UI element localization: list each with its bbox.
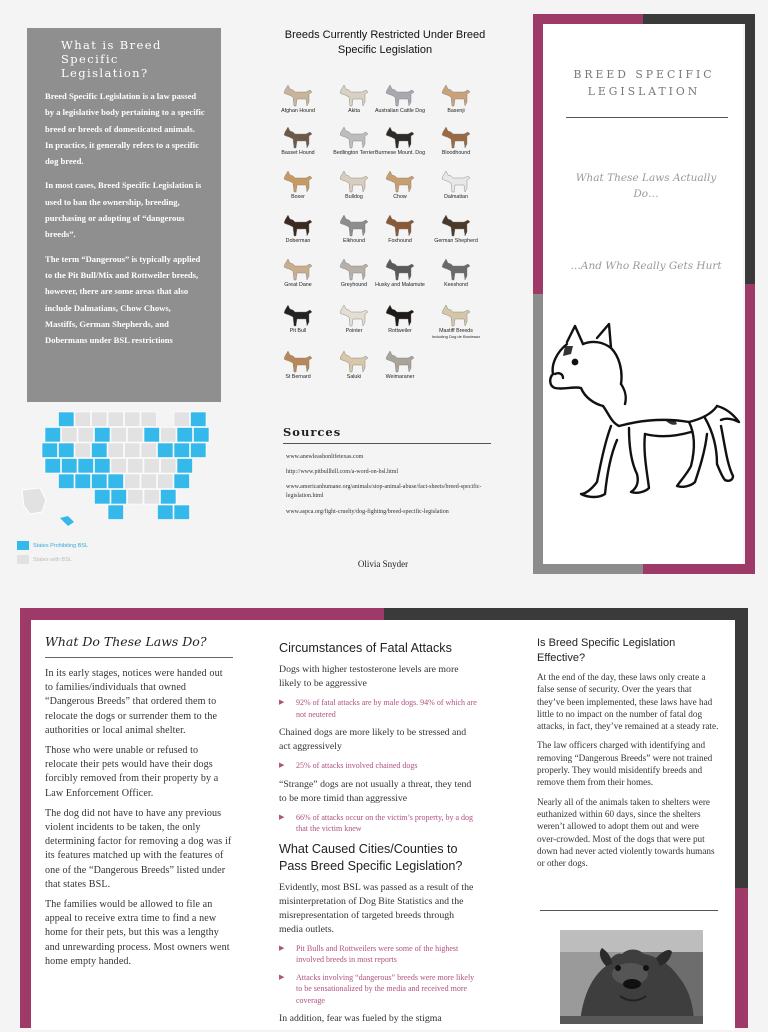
column-heading: What Do These Laws Do? [45, 634, 207, 649]
map-state [108, 443, 124, 458]
map-state [191, 412, 207, 427]
dog-silhouette-icon [281, 124, 315, 150]
dog-silhouette-icon [439, 168, 473, 194]
map-state [141, 474, 157, 489]
dog-silhouette-icon [439, 212, 473, 238]
cover-subtitle: …And Who Really Gets Hurt [570, 260, 722, 272]
map-state [158, 443, 174, 458]
breed-label: St Bernard [285, 374, 311, 380]
breeds-title: Breeds Currently Restricted Under Breed Specific Legislation [284, 29, 486, 56]
column-what-laws-do [45, 634, 233, 975]
breed-label: Dalmatian [444, 194, 468, 200]
breed-label: Husky and Malamute [375, 282, 425, 288]
statistic-bullet: ▶ Attacks involving “dangerous” breeds were more likely to be sensationalized by the media and received more coverage [279, 972, 479, 1007]
breed-label: Elkhound [342, 238, 366, 244]
dog-silhouette-icon [383, 124, 417, 150]
breed-item [270, 168, 326, 200]
breed-label: Bloodhound [441, 150, 471, 156]
map-state [108, 412, 124, 427]
map-state [161, 428, 177, 443]
breed-label: Keeshond [444, 282, 468, 288]
map-state [62, 428, 78, 443]
breed-item [270, 82, 326, 114]
pitbull-illustration [545, 322, 743, 520]
breed-item [372, 256, 428, 288]
map-legend-with-bsl [17, 555, 72, 564]
map-state [128, 459, 144, 474]
breed-label: Greyhound [340, 282, 368, 288]
map-state [158, 474, 174, 489]
breed-label: Rottweiler [388, 328, 412, 334]
map-state [161, 490, 177, 505]
dog-silhouette-icon [337, 348, 371, 374]
breed-label: Saluki [346, 374, 362, 380]
map-state-hawaii [60, 516, 74, 526]
breed-label: Pit Bull [289, 328, 307, 334]
column-heading: What Caused Cities/Counties to Pass Breed Specific Legislation? [279, 841, 463, 873]
map-state [144, 428, 160, 443]
breed-item [372, 348, 428, 380]
map-state [78, 428, 94, 443]
statistic-bullet: ▶ Pit Bulls and Rottweilers were some of the highest involved breeds in most reports [279, 943, 479, 966]
breed-label: Burmese Mount. Dog [374, 150, 426, 156]
map-state [174, 474, 190, 489]
map-state [75, 412, 91, 427]
breed-label: Basenji [447, 108, 465, 114]
map-state-alaska [22, 488, 46, 514]
breed-label: Bulldog [345, 194, 363, 200]
dog-silhouette-icon [383, 82, 417, 108]
breed-label: Afghan Hound [281, 108, 315, 114]
map-state [194, 428, 210, 443]
map-state [144, 490, 160, 505]
dog-silhouette-icon [281, 168, 315, 194]
dog-silhouette-icon [337, 168, 371, 194]
cover-subtitle: What These Laws Actually Do… [575, 172, 717, 200]
map-state [42, 443, 58, 458]
dog-silhouette-icon [337, 124, 371, 150]
map-state [141, 412, 157, 427]
breed-label: Bedlington Terrier [333, 150, 375, 156]
breed-label: Pointer [345, 328, 363, 334]
paragraph: Those who were unable or refused to relocate their pets would have their dogs forcibly removed from their property by a Law Enforcement Officer. [45, 745, 219, 799]
breed-label: Mastiff Breeds [439, 328, 473, 334]
map-state [108, 505, 124, 520]
map-state [128, 490, 144, 505]
breed-item [428, 212, 484, 244]
paragraph: At the end of the day, these laws only create a false sense of security. Over the years that they’ve been implemented, these laws have had little to no impact on the number of fatal dog attacks, in fact, they’ve remained at a steady rate. [537, 672, 719, 732]
map-state [59, 474, 75, 489]
author-name: Olivia Snyder [357, 559, 409, 569]
map-state [174, 505, 190, 520]
paragraph: The dog did not have to have any previous violent incidents to be taken, the only determining factor for removing a dog was if its features matched up with the features of one of the “Dangerous Breeds” listed under that states BSL. [45, 807, 232, 890]
cover-divider [566, 117, 728, 118]
map-state [92, 412, 108, 427]
breed-item [270, 302, 326, 334]
bsl-definition-paragraph: Breed Specific Legislation is a law passed by a legislative body pertaining to a specific breed or breeds of domesticated animals. In practice, it generally refers to a specific dog breed. [45, 91, 205, 167]
dog-silhouette-icon [439, 256, 473, 282]
bsl-definition-paragraph: The term “Dangerous” is typically applied to the Pit Bull/Mix and Rottweiler breeds, however, there are some areas that also include Dalmatians, Chow Chows, Mastiffs, German Shepherds, and Dobermans under BSL restrictions [45, 253, 201, 346]
dog-silhouette-icon [281, 302, 315, 328]
column-fatal-attacks [279, 640, 479, 1032]
paragraph: Chained dogs are more likely to be stressed and act aggressively [279, 727, 467, 752]
map-state [45, 428, 61, 443]
paragraph: In its early stages, notices were handed out to families/individuals that owned “Dangerous Breeds” that ordered them to relocate the dogs or surrender them to the authorities or local animal shelter. [45, 668, 223, 736]
breed-label: Doberman [285, 238, 311, 244]
breed-sublabel: Including Dog de Bordeaux [431, 334, 481, 339]
breed-item [372, 168, 428, 200]
column-divider [540, 910, 718, 911]
dog-silhouette-icon [439, 302, 473, 328]
breed-item [372, 124, 428, 156]
dog-silhouette-icon [383, 168, 417, 194]
legend-label: States Prohibiting BSL [33, 542, 89, 549]
statistic-bullet: ▶ 66% of attacks occur on the victim’s property, by a dog that the victim knew [279, 812, 479, 835]
breed-item [428, 82, 484, 114]
breed-item [428, 124, 484, 156]
map-state [158, 505, 174, 520]
column-divider [45, 657, 233, 658]
map-state [62, 459, 78, 474]
source-link[interactable]: http://www.pitbullhill.com/a-word-on-bsl.html [286, 469, 399, 475]
dog-silhouette-icon [337, 212, 371, 238]
breed-label: German Shepherd [434, 238, 478, 244]
dog-silhouette-icon [439, 82, 473, 108]
breed-item [270, 256, 326, 288]
dog-silhouette-icon [383, 256, 417, 282]
dog-silhouette-icon [383, 302, 417, 328]
bsl-definition-paragraph: In most cases, Breed Specific Legislation is used to ban the ownership, breeding, purchasing or adopting of “dangerous breeds”. [45, 180, 202, 240]
breed-item [270, 212, 326, 244]
map-state [95, 490, 111, 505]
paragraph: In addition, fear was fueled by the stigma [279, 1013, 442, 1024]
column-effectiveness [537, 636, 719, 876]
map-state [177, 428, 193, 443]
map-state [144, 459, 160, 474]
map-state [75, 443, 91, 458]
map-state [95, 428, 111, 443]
dog-silhouette-icon [281, 82, 315, 108]
breed-item [270, 348, 326, 380]
map-state [78, 459, 94, 474]
dog-silhouette-icon [281, 212, 315, 238]
map-state [174, 443, 190, 458]
breed-item [372, 302, 428, 334]
dog-photo [560, 930, 703, 1024]
map-state [111, 490, 127, 505]
dog-silhouette-icon [337, 302, 371, 328]
dog-silhouette-icon [383, 348, 417, 374]
legend-swatch [17, 555, 29, 564]
breed-label: Boxer [291, 194, 305, 200]
breed-item [372, 82, 428, 114]
paragraph: “Strange” dogs are not usually a threat, they tend to be more timid than aggressive [279, 778, 472, 804]
statistic-bullet: ▶ 25% of attacks involved chained dogs [279, 760, 479, 772]
paragraph: Evidently, most BSL was passed as a result of the misinterpretation of Dog Bite Statistics and the misrepresentation of targeted breeds through media outlets. [279, 881, 474, 935]
source-link[interactable]: www.americanhumane.org/animals/stop-animal-abuse/fact-sheets/breed-specific-legislation.html [286, 484, 482, 499]
dog-silhouette-icon [439, 124, 473, 150]
breed-item [428, 168, 484, 200]
statistic-bullet: ▶ 92% of fatal attacks are by male dogs. 94% of which are not neutered [279, 697, 479, 720]
breed-item [372, 212, 428, 244]
us-bsl-map [16, 408, 228, 532]
map-state [111, 459, 127, 474]
column-heading: Circumstances of Fatal Attacks [279, 641, 452, 655]
map-state [141, 443, 157, 458]
map-state [95, 459, 111, 474]
breed-label: Weimaraner [385, 374, 415, 380]
map-legend-prohibiting [17, 541, 88, 550]
map-state [125, 412, 141, 427]
map-state [191, 443, 207, 458]
map-state [174, 412, 190, 427]
bsl-definition-title: What is Breed Specific Legislation? [61, 38, 162, 80]
breed-item [428, 256, 484, 288]
map-state [125, 474, 141, 489]
source-link[interactable]: www.aspca.org/fight-cruelty/dog-fighting/breed-specific-legislation [286, 509, 449, 515]
breed-label: Australian Cattle Dog [374, 108, 426, 114]
paragraph: The law officers charged with identifying and removing “Dangerous Breeds” were not trained properly. They would misidentify breeds and remove them from their homes. [537, 740, 713, 788]
map-state [128, 428, 144, 443]
breed-item [428, 302, 484, 340]
map-state [161, 459, 177, 474]
cover-title: BREED SPECIFIC LEGISLATION [573, 68, 715, 98]
legend-swatch [17, 541, 29, 550]
breed-label: Great Dane [284, 282, 312, 288]
map-state [111, 428, 127, 443]
map-state [92, 443, 108, 458]
source-link[interactable]: www.anewleashonlifetexas.com [286, 454, 364, 460]
dog-silhouette-icon [337, 256, 371, 282]
breed-item [270, 124, 326, 156]
dog-silhouette-icon [337, 82, 371, 108]
paragraph: The families would be allowed to file an appeal to receive extra time to find a new home for their pets, but this was a lengthy and unrewarding process. Most owners went home empty handed. [45, 899, 230, 967]
dog-silhouette-icon [281, 256, 315, 282]
paragraph: Dogs with higher testosterone levels are more likely to be aggressive [279, 664, 459, 689]
breed-label: Chow [393, 194, 407, 200]
map-state [59, 443, 75, 458]
dog-silhouette-icon [281, 348, 315, 374]
breed-label: Foxhound [388, 238, 412, 244]
map-state [45, 459, 61, 474]
bsl-definition-panel [27, 28, 221, 402]
sources-title: Sources [283, 425, 342, 439]
map-state [59, 412, 75, 427]
breed-label: Akita [348, 108, 360, 114]
map-state [177, 459, 193, 474]
dog-silhouette-icon [383, 212, 417, 238]
map-state [125, 443, 141, 458]
legend-label: States with BSL [33, 556, 72, 563]
breed-label: Basset Hound [281, 150, 315, 156]
map-state [108, 474, 124, 489]
paragraph: Nearly all of the animals taken to shelters were euthanized within 60 days, since the shelters weren’t allowed to adopt them out and were over-crowded. Most of the dogs that were put down had never acted violently towards humans or other dogs. [537, 796, 715, 869]
column-heading: Is Breed Specific Legislation Effective? [537, 637, 676, 664]
map-state [75, 474, 91, 489]
sources-divider [283, 443, 491, 444]
map-state [92, 474, 108, 489]
